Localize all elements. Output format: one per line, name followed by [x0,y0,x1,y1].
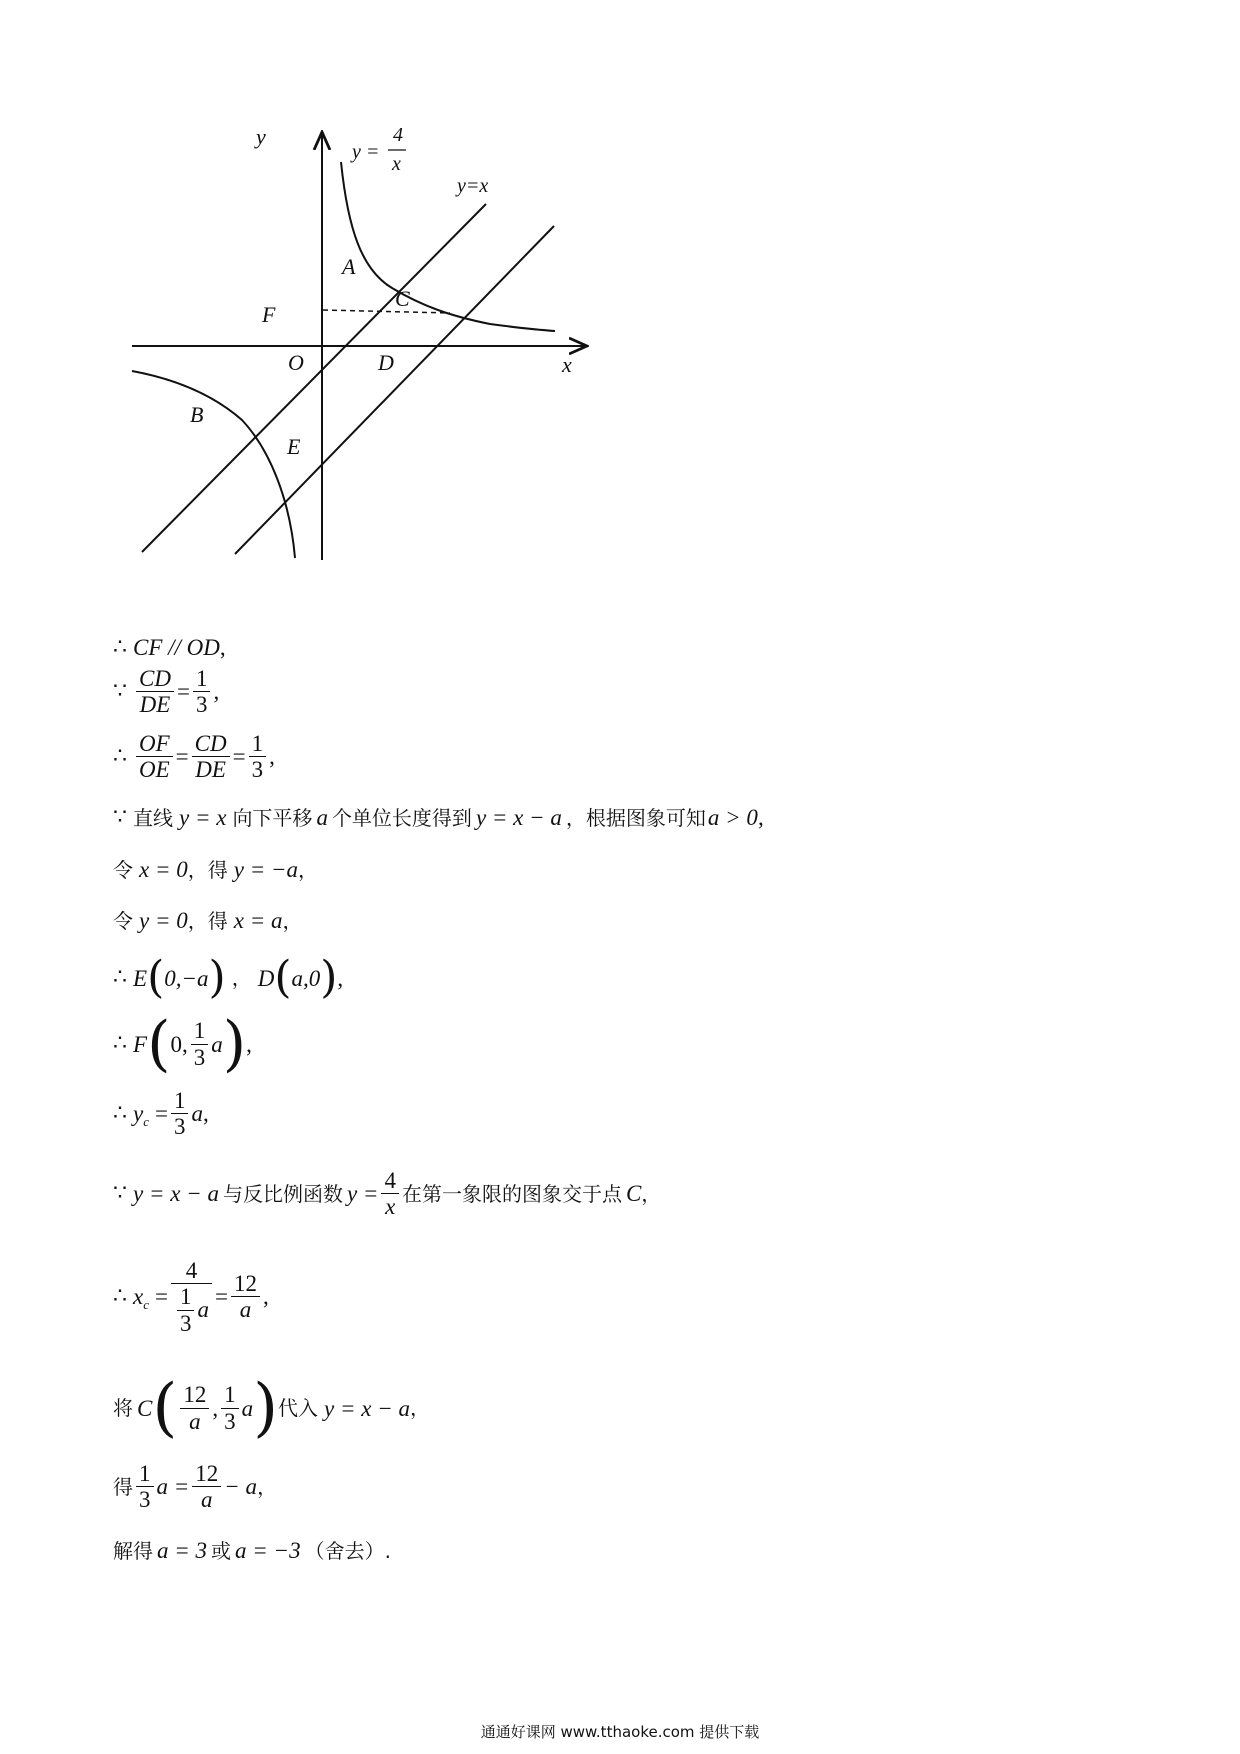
coordinate-graph [130,120,590,570]
fraction-twelve-over-a [180,1382,209,1434]
math: y = x − a [324,1395,410,1421]
numerator: 12 [233,1271,257,1297]
denominator: DE [139,692,171,718]
math: x = a [233,908,283,933]
text: 在第一象限的图象交于点 [401,1181,622,1206]
graph-figure [130,120,590,570]
point-a-label: A [342,254,356,279]
point-d-label: D [378,350,394,375]
point-c-label: C [395,286,410,311]
punct: ， [282,908,303,933]
text: 令 [113,857,133,882]
numerator: 1 [224,1382,236,1408]
math: x = 0 [139,857,188,882]
coord-d: a,0 [291,965,321,991]
coord-x: 0, [170,1031,188,1057]
denominator: 3 [224,1408,236,1434]
denominator: a [239,1297,252,1323]
text: 直线 [133,805,173,830]
point-e: E [133,965,148,991]
math: y = x − a [475,805,562,830]
equals: = [214,1284,228,1310]
text: 代入 [278,1396,319,1420]
numerator: 1 [251,731,264,756]
origin-label: O [288,350,304,375]
math: a = 3 [157,1538,208,1563]
fraction-one-third [191,1018,209,1070]
denominator: a [201,1487,213,1513]
numerator: 12 [183,1382,207,1408]
fraction-twelve-over-a [231,1271,260,1323]
text: 或 [211,1538,232,1563]
inner-fraction [177,1284,195,1336]
coord-e: 0,−a [164,965,209,991]
fraction-four-over-x [381,1168,399,1220]
numerator: CD [139,666,171,691]
fraction-cd-de [136,666,174,718]
math: y = x − a [133,1181,219,1207]
punct: ， [641,1181,662,1206]
comma: , [212,1395,219,1421]
subscript: c [143,1297,149,1313]
therefore-symbol: ∴ [113,1031,127,1056]
step-8: ∴ F ( 0, $\frac{1}{3}$ a ) , [113,1009,252,1079]
separator: ， [231,966,252,990]
point-e-label: E [287,434,301,459]
math: y = 0 [139,908,188,933]
page-footer: 通通好课网 www.tthaoke.com 提供下载 [480,1723,760,1741]
therefore-symbol: ∴ [113,634,127,660]
denominator: 3 [195,692,208,718]
math: a [316,805,328,830]
punct: , [246,1031,252,1057]
math: a = [156,1474,190,1500]
therefore-symbol: ∴ [113,965,127,990]
equals: = [176,679,190,705]
text: 令 [113,908,133,933]
denominator: 3 [173,1114,186,1140]
line-y-equals-x-minus-a [235,226,554,554]
step-13 [113,1461,277,1513]
denominator: DE [195,757,226,783]
numerator: 1 [195,666,208,691]
curve-equation-lhs: y = [352,141,380,163]
equals: = [232,744,246,770]
denominator: 3 [251,757,264,783]
punct: , [337,965,344,991]
denominator [171,1284,212,1336]
step-7: ∴ E ( 0,−a ) ， D ( a,0 ) , [113,952,344,1003]
denominator: a [189,1408,201,1434]
step-5 [113,858,318,881]
text: 个单位长度得到 [331,805,472,830]
step-9 [113,1088,209,1140]
math: − a [224,1474,258,1500]
punct: , [202,1101,209,1127]
because-symbol: ∵ [113,804,127,830]
therefore-symbol: ∴ [113,1283,127,1309]
equals: = [175,744,189,770]
punct: ， [297,857,318,882]
numerator: 12 [195,1461,219,1486]
math: a [197,1297,209,1323]
point-b-label: B [190,402,204,427]
punct: , [262,1284,269,1310]
denominator: 3 [179,1310,192,1336]
curve-equation-num: 4 [393,124,403,146]
fraction-one-third [136,1461,154,1513]
text: ，得 [187,908,228,933]
x-axis-label: x [562,352,572,377]
math: y = [346,1181,379,1207]
y-axis-label: y [256,124,266,149]
curve-equation-den: x [392,153,401,175]
numerator: 1 [139,1461,151,1486]
step-2 [113,666,219,718]
numerator: CD [194,731,227,756]
punct: ， [257,1474,278,1499]
dashed-segment-cf [323,310,450,313]
text: （舍去）. [304,1538,391,1563]
point-c: C [625,1181,642,1207]
step-1 [113,636,226,659]
numerator: 4 [185,1258,198,1283]
text: 解得 [113,1538,153,1563]
punct: , [213,679,220,705]
point-d: D [257,965,275,991]
text: 向下平移 [232,805,313,830]
fraction-one-third [221,1382,239,1434]
step-12: 将 C ( $\frac{12}{a}$ , $\frac{1}{3}$ a ) 代入 y = x − a ， [113,1371,430,1445]
line-equation-label: y=x [457,175,489,197]
text: ，根据图象可知 [565,805,706,830]
numerator: 4 [384,1168,396,1193]
text: 将 [113,1396,133,1420]
because-symbol: ∵ [113,678,127,704]
subscript: c [143,1114,149,1130]
step-10 [113,1168,661,1220]
numerator: OF [139,731,170,756]
variable-x: x [133,1284,144,1310]
denominator: OE [139,757,170,783]
hyperbola-branch-q1 [341,162,555,331]
numerator: 1 [173,1088,186,1113]
equals: = [155,1284,168,1310]
fraction-cd-de [192,731,230,783]
point-f: F [133,1031,148,1057]
numerator: 1 [179,1284,192,1310]
equals: = [155,1101,168,1127]
fraction-twelve-over-a [192,1461,221,1513]
step-14 [113,1539,391,1562]
step-1-math: CF // OD [133,635,220,660]
fraction-one-third [193,666,211,718]
numerator: 1 [193,1018,206,1044]
line-y-equals-x [142,204,486,552]
denominator: 3 [193,1044,206,1070]
step-3 [113,731,275,783]
point-f-label: F [262,302,276,327]
math: a [191,1101,203,1127]
step-4 [113,806,764,829]
denominator: x [385,1194,396,1220]
math: y = −a [233,857,298,882]
fraction-one-third [249,731,267,783]
fraction-of-oe [136,731,173,783]
math: a > 0 [707,805,758,830]
fraction-one-third [171,1088,189,1140]
text: ，得 [187,857,228,882]
hyperbola-branch-q3 [132,371,295,558]
denominator: 3 [139,1487,151,1513]
punct: , [269,744,275,770]
punct: ， [410,1396,430,1420]
therefore-symbol: ∴ [113,1100,127,1126]
text: 与反比例函数 [222,1181,343,1206]
step-6 [113,909,302,932]
complex-fraction [171,1258,212,1336]
math: y = x [179,805,227,830]
punct: , [219,635,226,660]
math: a [241,1395,254,1421]
text: 得 [113,1474,133,1499]
punct: , [757,805,764,830]
therefore-symbol: ∴ [113,743,127,769]
math: a [211,1031,223,1057]
variable-y: y [133,1101,144,1127]
math: a = −3 [235,1538,301,1563]
point-c: C [137,1395,153,1421]
step-11 [113,1258,269,1336]
because-symbol: ∵ [113,1180,127,1206]
